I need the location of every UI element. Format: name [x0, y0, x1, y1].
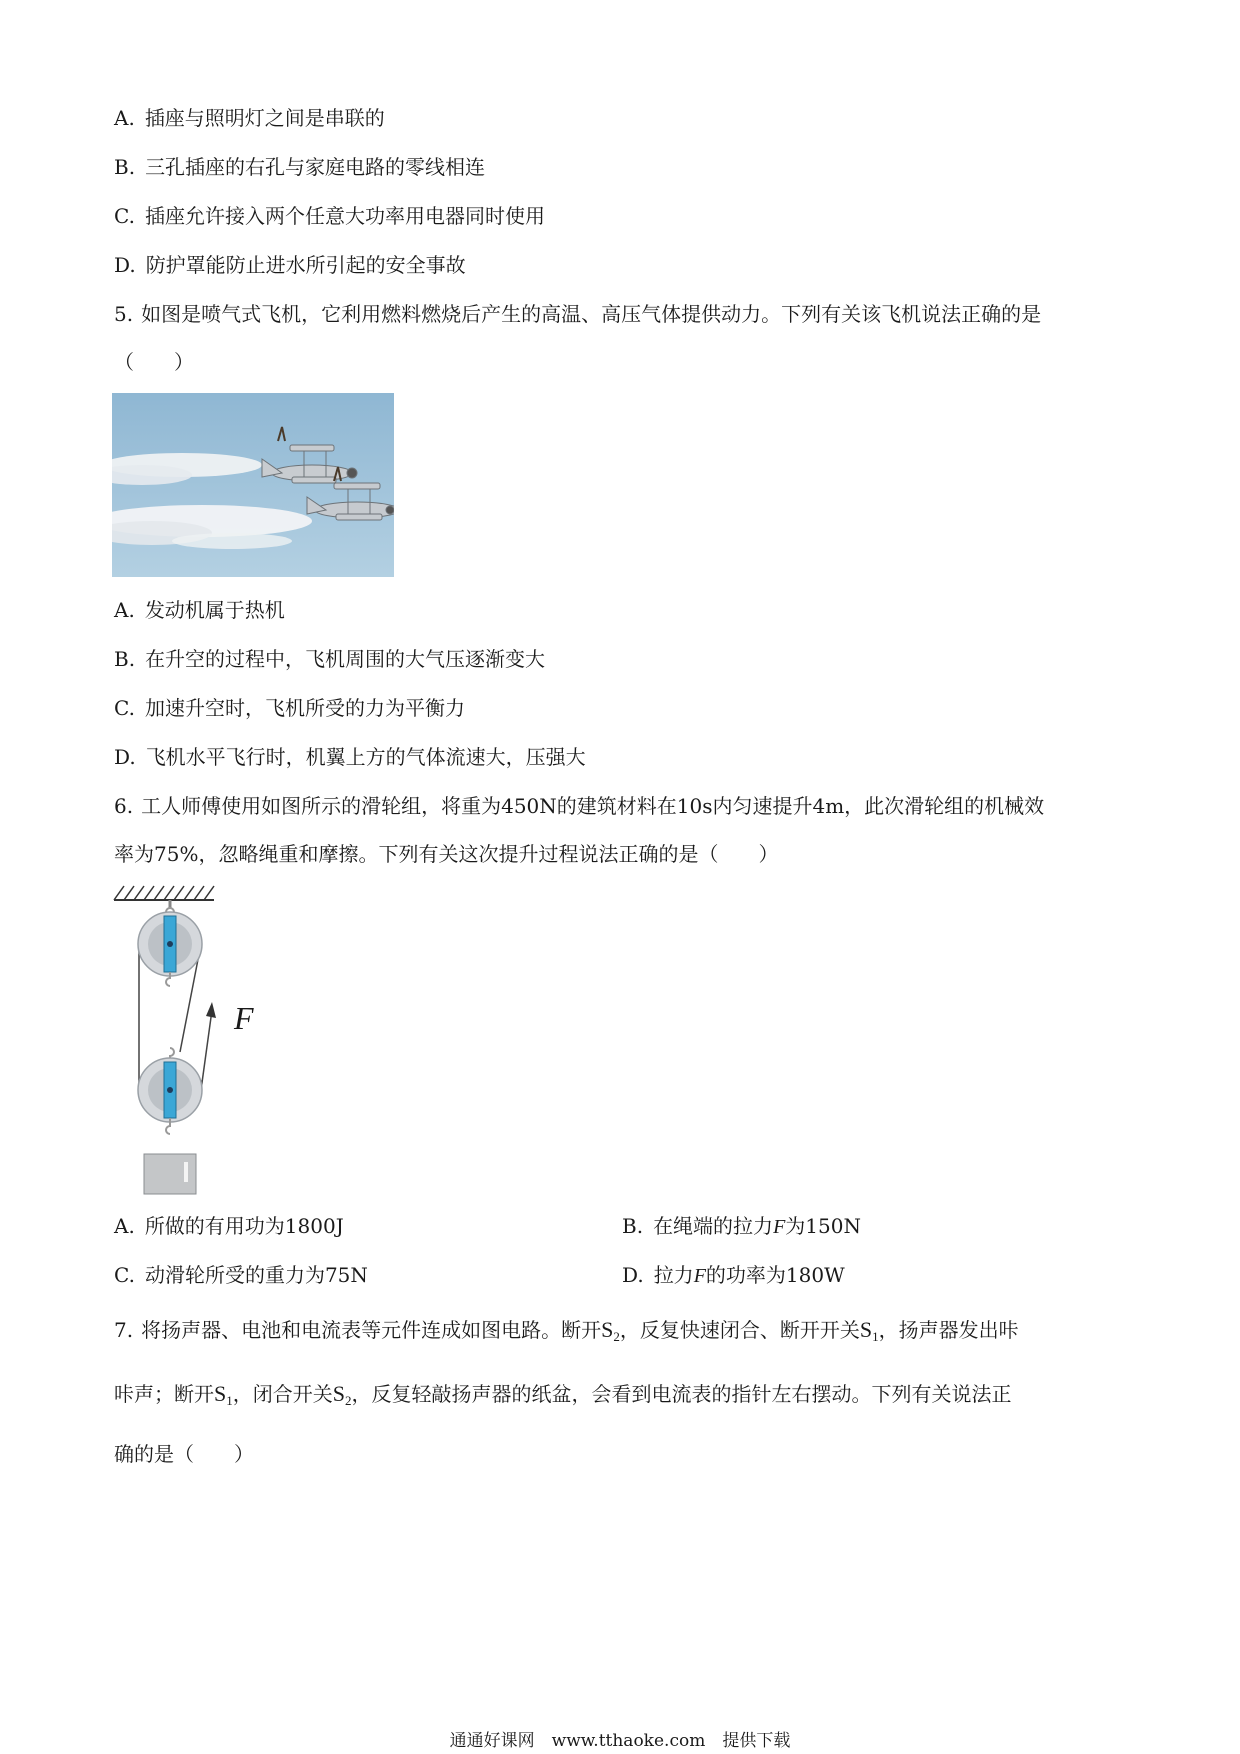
q4-option-d: D. 防护罩能防止进水所引起的安全事故 — [114, 253, 466, 277]
q6-option-c: C. 动滑轮所受的重力为75N — [114, 1263, 368, 1287]
q6-stem-line2: 率为75%，忽略绳重和摩擦。下列有关这次提升过程说法正确的是（ ） — [114, 842, 779, 866]
switch-s2: $S_2$ — [601, 1317, 620, 1344]
q7-stem-line3: 确的是（ ） — [114, 1442, 254, 1466]
switch-s1: $S_1$ — [214, 1381, 233, 1408]
pulley-system-diagram — [110, 880, 270, 1198]
q5-stem: 5. 如图是喷气式飞机，它利用燃料燃烧后产生的高温、高压气体提供动力。下列有关该飞机说法正确的是 — [114, 302, 1042, 326]
q5-answer-blank: （ ） — [114, 350, 194, 374]
q7-stem-line2: 咔声；断开$S_1$，闭合开关$S_2$，反复轻敲扬声器的纸盆，会看到电流表的指针左右摆动。下列有关说法正 — [114, 1381, 1012, 1408]
force-label-f: F — [234, 1000, 254, 1036]
q5-option-c: C. 加速升空时，飞机所受的力为平衡力 — [114, 696, 465, 720]
q4-option-b: B. 三孔插座的右孔与家庭电路的零线相连 — [114, 155, 486, 179]
q6-stem-line1: 6. 工人师傅使用如图所示的滑轮组，将重为450N的建筑材料在10s内匀速提升4m，此次滑轮组的机械效 — [114, 794, 1045, 818]
q4-option-c: C. 插座允许接入两个任意大功率用电器同时使用 — [114, 204, 545, 228]
q6-option-a: A. 所做的有用功为1800J — [114, 1214, 344, 1238]
q5-option-b: B. 在升空的过程中，飞机周围的大气压逐渐变大 — [114, 647, 546, 671]
jet-plane-photo — [112, 393, 394, 577]
page-footer: 通通好课网 www.tthaoke.com 提供下载 — [449, 1731, 791, 1751]
switch-s2: $S_2$ — [332, 1381, 352, 1408]
q5-option-d: D. 飞机水平飞行时，机翼上方的气体流速大，压强大 — [114, 745, 586, 769]
switch-s1: $S_1$ — [859, 1317, 879, 1344]
q6-option-b: B. 在绳端的拉力F为150N — [622, 1214, 861, 1238]
q5-option-a: A. 发动机属于热机 — [114, 598, 285, 622]
q7-stem-line1: 7. 将扬声器、电池和电流表等元件连成如图电路。断开$S_2$，反复快速闭合、断开开关$S_1$，扬声器发出咔 — [114, 1317, 1019, 1344]
q6-option-d: D. 拉力F的功率为180W — [622, 1263, 845, 1287]
q4-option-a: A. 插座与照明灯之间是串联的 — [114, 106, 385, 130]
